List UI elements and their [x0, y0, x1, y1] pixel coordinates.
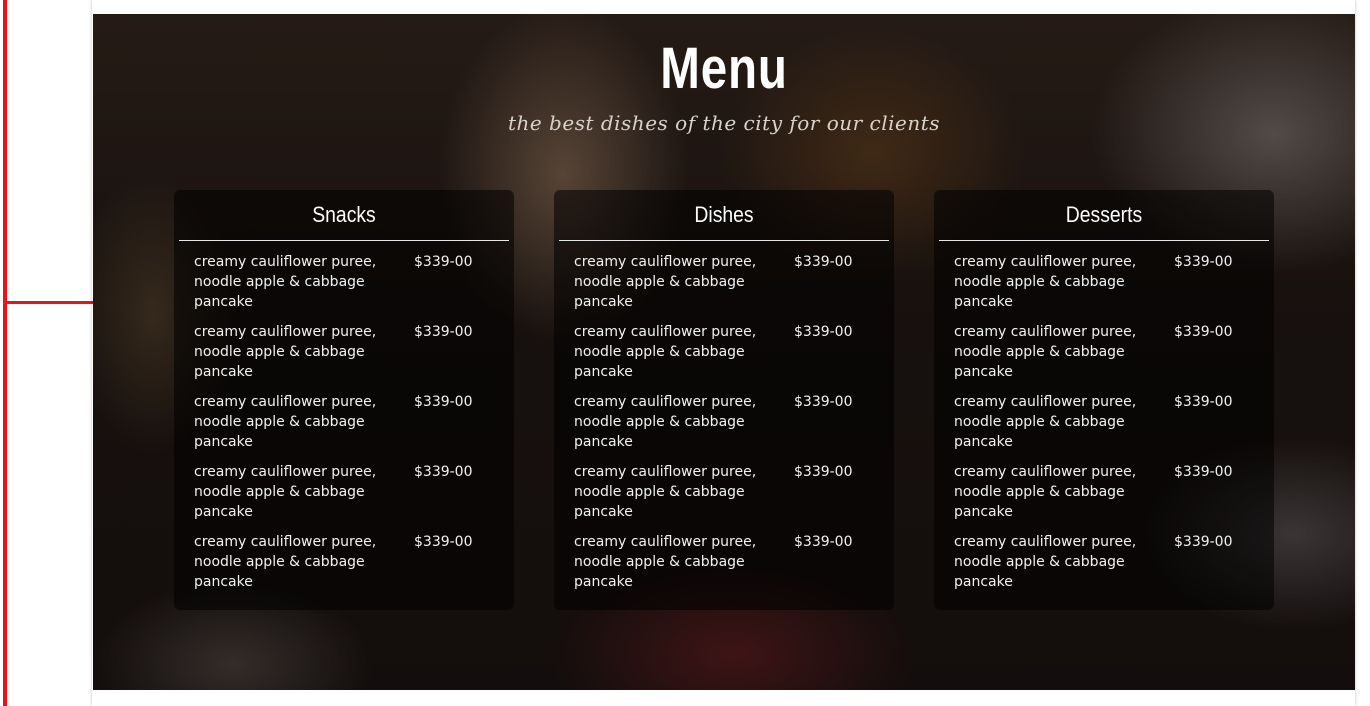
item-price: $339-00 — [794, 324, 853, 340]
item-price: $339-00 — [1174, 534, 1233, 550]
menu-items-list — [574, 252, 874, 602]
column-divider — [179, 240, 509, 241]
column-heading: Snacks — [312, 202, 376, 227]
menu-item — [954, 322, 1254, 392]
item-name: creamy cauliflower puree, noodle apple & cabbage pancake — [574, 254, 757, 310]
timeline-line — [3, 0, 7, 706]
item-name: creamy cauliflower puree, noodle apple & cabbage pancake — [954, 534, 1137, 590]
item-price: $339-00 — [794, 254, 853, 270]
menu-item — [954, 252, 1254, 322]
menu-item — [194, 322, 494, 392]
menu-item — [194, 462, 494, 532]
item-price: $339-00 — [794, 534, 853, 550]
item-name: creamy cauliflower puree, noodle apple & cabbage pancake — [574, 324, 757, 380]
item-name: creamy cauliflower puree, noodle apple & cabbage pancake — [194, 394, 377, 450]
item-name: creamy cauliflower puree, noodle apple & cabbage pancake — [574, 534, 757, 590]
item-name: creamy cauliflower puree, noodle apple & cabbage pancake — [194, 324, 377, 380]
item-name: creamy cauliflower puree, noodle apple & cabbage pancake — [574, 394, 757, 450]
menu-column-snacks — [174, 190, 514, 610]
item-price: $339-00 — [1174, 464, 1233, 480]
item-price: $339-00 — [794, 394, 853, 410]
menu-items-list — [194, 252, 494, 602]
item-price: $339-00 — [414, 394, 473, 410]
menu-item — [574, 392, 874, 462]
menu-column-dishes — [554, 190, 894, 610]
menu-item — [194, 532, 494, 602]
column-divider — [939, 240, 1269, 241]
column-heading: Desserts — [1065, 202, 1143, 227]
item-price: $339-00 — [1174, 254, 1233, 270]
menu-item — [574, 252, 874, 322]
item-price: $339-00 — [1174, 324, 1233, 340]
page-subtitle: the best dishes of the city for our clients — [507, 111, 941, 135]
item-price: $339-00 — [414, 254, 473, 270]
item-price: $339-00 — [414, 534, 473, 550]
menu-item — [954, 392, 1254, 462]
menu-column-desserts — [934, 190, 1274, 610]
item-name: creamy cauliflower puree, noodle apple & cabbage pancake — [954, 394, 1137, 450]
menu-item — [194, 392, 494, 462]
menu-item — [194, 252, 494, 322]
menu-item — [954, 532, 1254, 602]
item-name: creamy cauliflower puree, noodle apple & cabbage pancake — [194, 464, 377, 520]
item-price: $339-00 — [794, 464, 853, 480]
menu-section — [93, 14, 1355, 690]
page-title: Menu — [660, 36, 788, 101]
menu-item — [574, 322, 874, 392]
menu-items-list — [954, 252, 1254, 602]
item-name: creamy cauliflower puree, noodle apple & cabbage pancake — [194, 534, 377, 590]
item-name: creamy cauliflower puree, noodle apple & cabbage pancake — [574, 464, 757, 520]
item-name: creamy cauliflower puree, noodle apple & cabbage pancake — [954, 324, 1137, 380]
menu-item — [574, 532, 874, 602]
menu-item — [574, 462, 874, 532]
item-price: $339-00 — [414, 464, 473, 480]
column-heading: Dishes — [694, 202, 754, 227]
column-divider — [559, 240, 889, 241]
item-name: creamy cauliflower puree, noodle apple & cabbage pancake — [194, 254, 377, 310]
item-price: $339-00 — [1174, 394, 1233, 410]
item-name: creamy cauliflower puree, noodle apple & cabbage pancake — [954, 464, 1137, 520]
item-name: creamy cauliflower puree, noodle apple & cabbage pancake — [954, 254, 1137, 310]
menu-item — [954, 462, 1254, 532]
item-price: $339-00 — [414, 324, 473, 340]
